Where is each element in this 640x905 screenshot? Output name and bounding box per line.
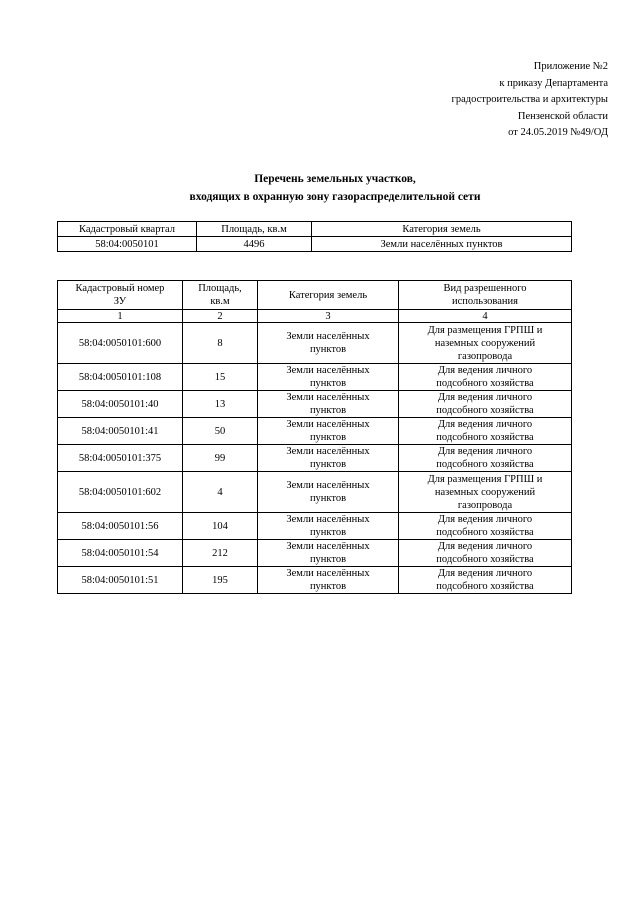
cell-area: 50 [183,418,258,445]
parcels-table-header [58,281,572,310]
table-row [58,391,572,418]
header-land-category: Категория земель [258,281,399,310]
cell-land-category: Земли населённых пунктов [258,418,399,445]
column-number: 4 [399,310,572,323]
cell-area: 4 [183,472,258,513]
cell-land-category: Земли населённых пунктов [258,540,399,567]
cell-land-category: Земли населённых пунктов [258,445,399,472]
cell-permitted-use: Для ведения личного подсобного хозяйства [399,445,572,472]
document-title [0,170,640,206]
table-row [58,364,572,391]
quarter-table-row [58,237,572,252]
cell-parcel-number: 58:04:0050101:56 [58,513,183,540]
column-number: 1 [58,310,183,323]
parcels-table-column-numbers [58,310,572,323]
cell-permitted-use: Для ведения личного подсобного хозяйства [399,418,572,445]
header-permitted-use: Вид разрешенного использования [399,281,572,310]
cell-permitted-use: Для размещения ГРПШ и наземных сооружений газопровода [399,323,572,364]
cell-permitted-use: Для ведения личного подсобного хозяйства [399,540,572,567]
title-line-2: входящих в охранную зону газораспределительной сети [189,191,481,203]
annex-block [452,59,608,142]
cell-parcel-number: 58:04:0050101:600 [58,323,183,364]
cell-parcel-number: 58:04:0050101:54 [58,540,183,567]
cell-land-category: Земли населённых пунктов [258,391,399,418]
cell-parcel-number: 58:04:0050101:51 [58,567,183,594]
header-area: Площадь, кв.м [183,281,258,310]
cell-area: 104 [183,513,258,540]
table-row [58,567,572,594]
header-parcel-number: Кадастровый номер ЗУ [58,281,183,310]
cell-permitted-use: Для ведения личного подсобного хозяйства [399,391,572,418]
quarter-table-header [58,222,572,237]
cell-land-category: Земли населённых пунктов [258,513,399,540]
cell-area: 212 [183,540,258,567]
annex-line: к приказу Департамента [499,77,608,89]
cell-area: 15 [183,364,258,391]
table-row [58,540,572,567]
column-number: 3 [258,310,399,323]
annex-line: градостроительства и архитектуры [451,94,608,106]
header-land-category: Категория земель [312,222,572,237]
table-row [58,418,572,445]
column-number: 2 [183,310,258,323]
cell-land-category: Земли населённых пунктов [258,567,399,594]
title-line-1: Перечень земельных участков, [254,173,416,185]
cell-land-category: Земли населённых пунктов [312,237,572,252]
cell-parcel-number: 58:04:0050101:375 [58,445,183,472]
header-area: Площадь, кв.м [197,222,312,237]
quarter-table [57,221,572,252]
cell-permitted-use: Для ведения личного подсобного хозяйства [399,364,572,391]
cell-area: 99 [183,445,258,472]
parcels-table [57,280,572,594]
cell-cadastral-quarter: 58:04:0050101 [58,237,197,252]
cell-parcel-number: 58:04:0050101:108 [58,364,183,391]
table-row [58,472,572,513]
cell-parcel-number: 58:04:0050101:40 [58,391,183,418]
table-row [58,513,572,540]
annex-line: Приложение №2 [533,61,608,72]
cell-permitted-use: Для размещения ГРПШ и наземных сооружений газопровода [399,472,572,513]
annex-line: Пензенской области [517,110,608,122]
annex-line: от 24.05.2019 №49/ОД [508,127,608,139]
header-cadastral-quarter: Кадастровый квартал [58,222,197,237]
table-row [58,323,572,364]
table-row [58,445,572,472]
cell-parcel-number: 58:04:0050101:602 [58,472,183,513]
cell-land-category: Земли населённых пунктов [258,472,399,513]
cell-area: 8 [183,323,258,364]
cell-area: 13 [183,391,258,418]
cell-area: 195 [183,567,258,594]
cell-area: 4496 [197,237,312,252]
cell-land-category: Земли населённых пунктов [258,323,399,364]
cell-parcel-number: 58:04:0050101:41 [58,418,183,445]
cell-permitted-use: Для ведения личного подсобного хозяйства [399,567,572,594]
cell-permitted-use: Для ведения личного подсобного хозяйства [399,513,572,540]
cell-land-category: Земли населённых пунктов [258,364,399,391]
